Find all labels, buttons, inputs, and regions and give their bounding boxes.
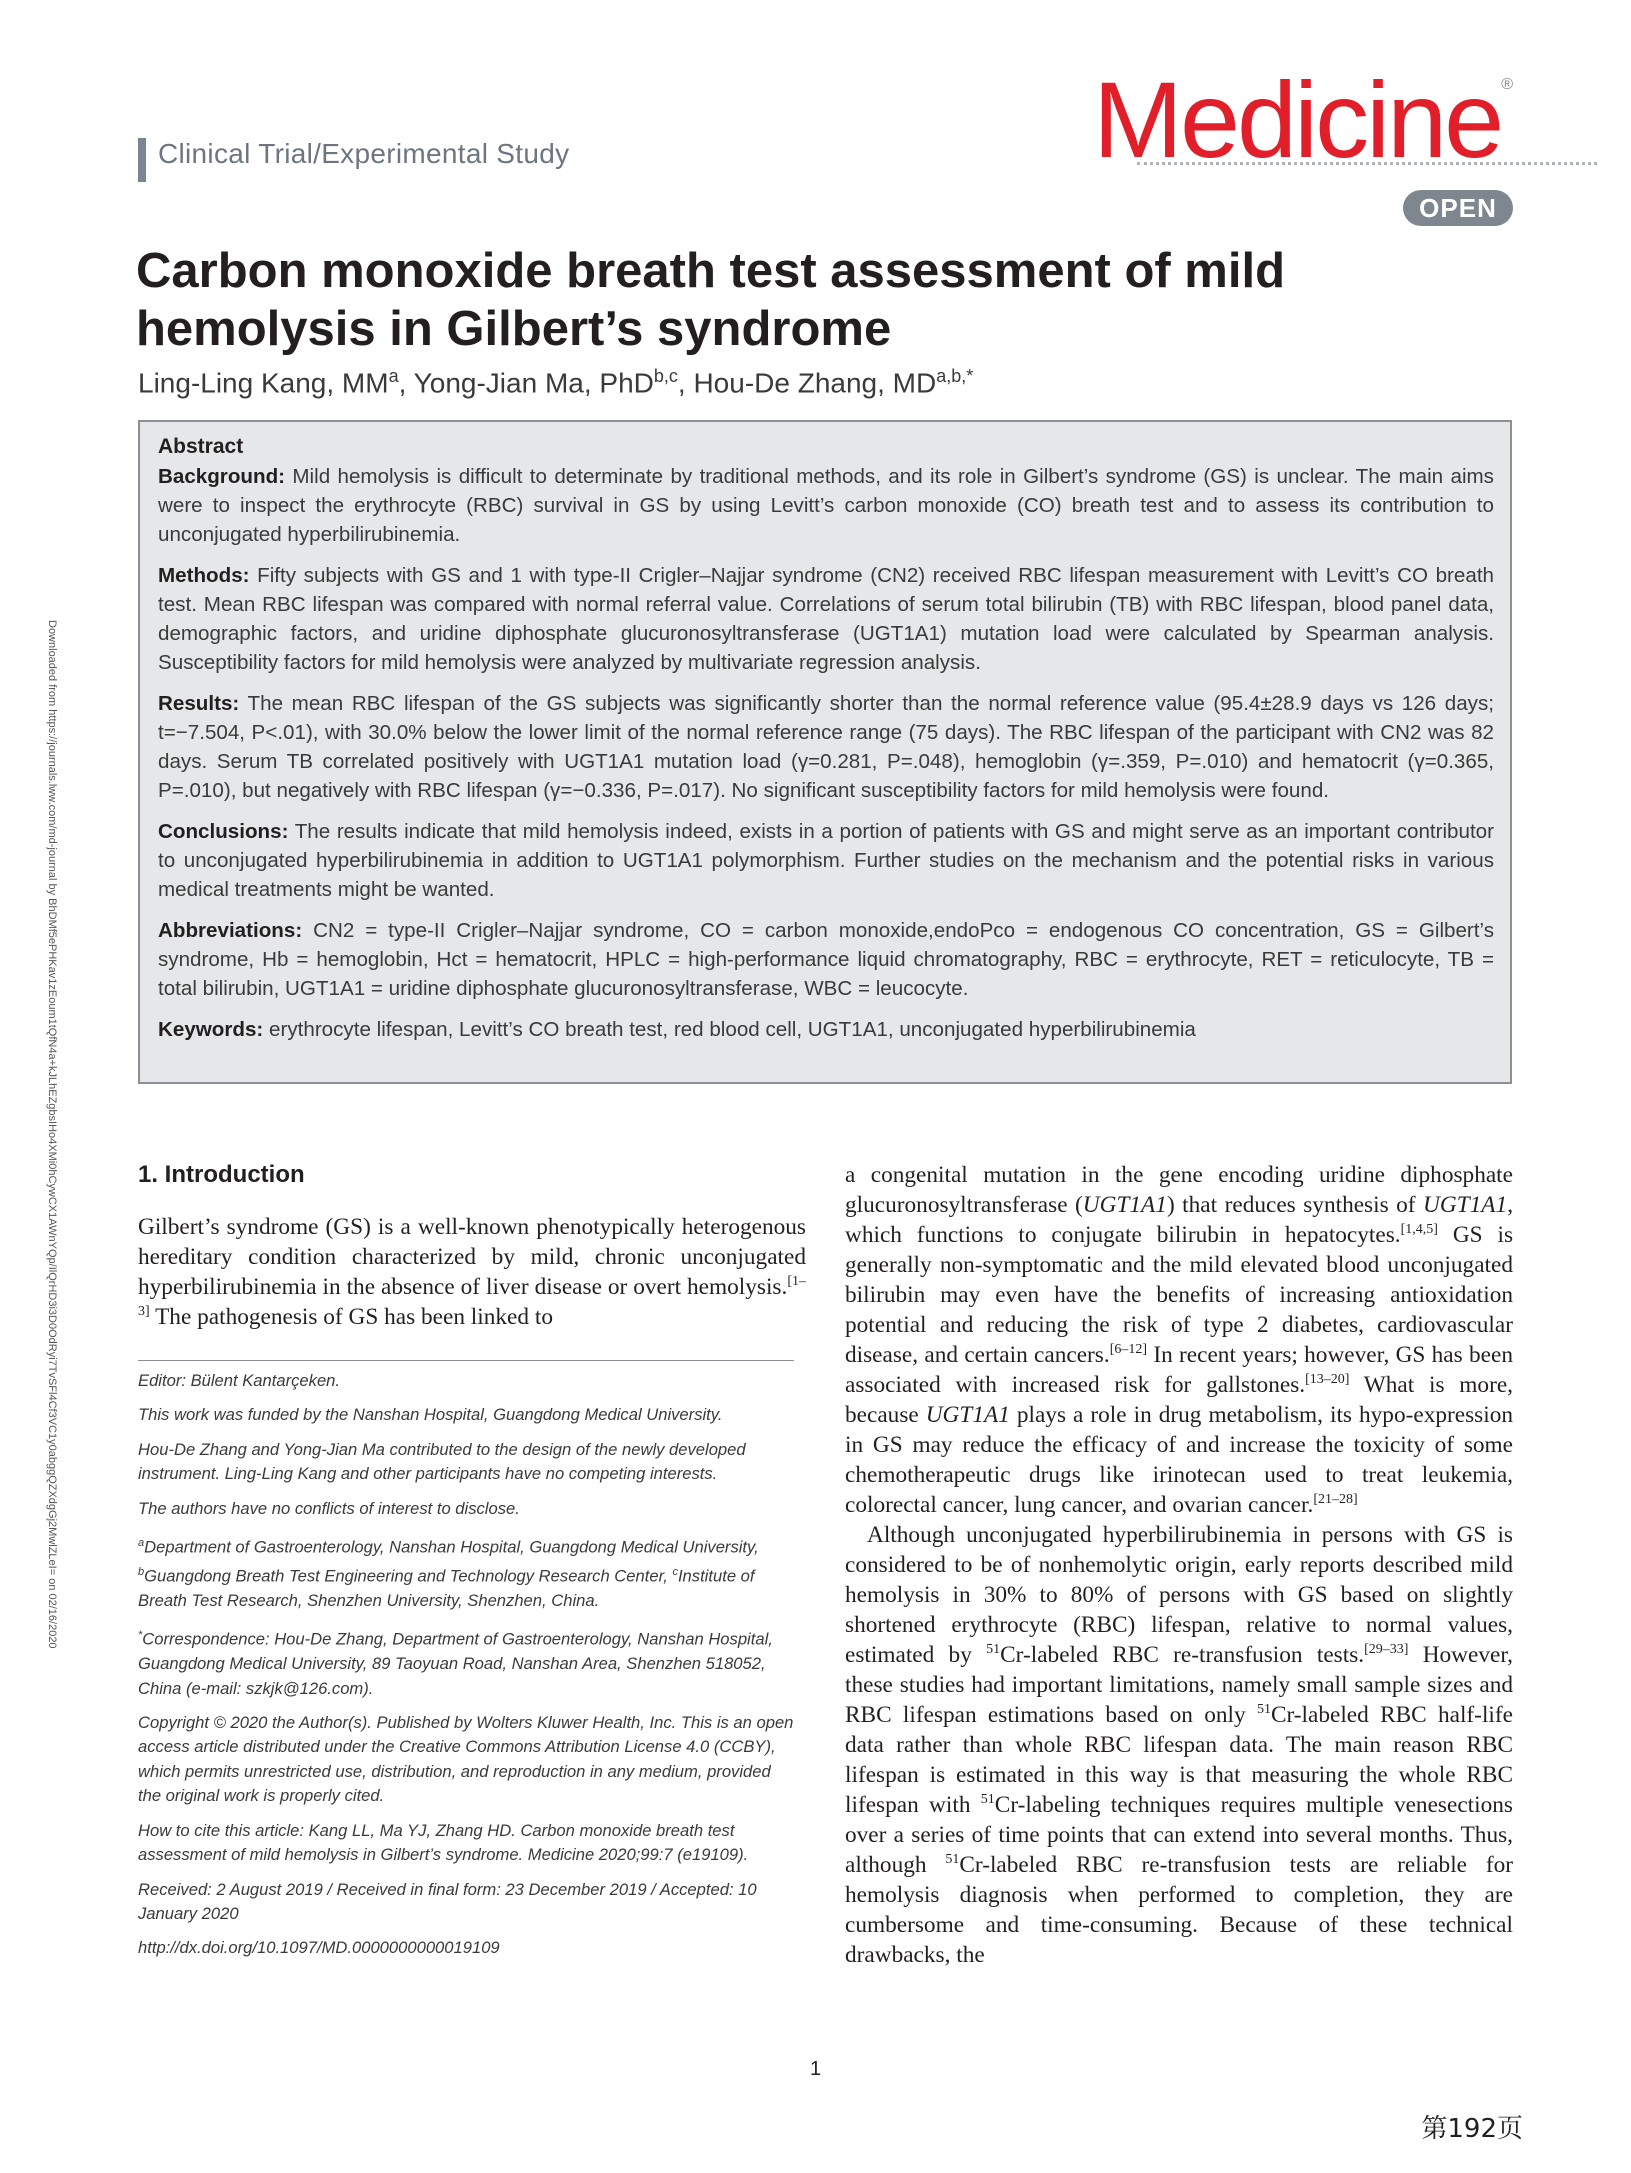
citation-note: How to cite this article: Kang LL, Ma YJ, Zhang HD. Carbon monoxide breath test assessment of mild hemolysis in Gilbert’s syndrome. Medicine 2020;99:7 (e19109). <box>138 1820 749 1865</box>
abstract-abbreviations <box>158 916 1494 1003</box>
download-notice-text: Downloaded from https://journals.lww.com/md-journal by BhDMf5ePHKav1zEoum1tQfN4a+kJLhEZgbsIHo4XMi0hCywCX1AWnYQp/IlQrHD3i3D0OdRyi7TvSFl4Cf3VC1y0abggQZXdgGj2MwlZLeI= on 02/16/2020 <box>46 620 58 1649</box>
correspondence-note: *Correspondence: Hou-De Zhang, Department of Gastroenterology, Nanshan Hospital, Guangdong Medical University, 89 Taoyuan Road, Nanshan Area, Shenzhen 518052, China (e-mail: szkjk@126.com). <box>138 1629 773 1698</box>
left-column <box>138 1160 806 1332</box>
abstract-heading: Abstract <box>158 435 244 458</box>
author-name: Yong-Jian Ma, PhD <box>413 367 654 399</box>
author-list: Ling-Ling Kang, $MM^a$, Yong-Jian Ma, PhD$^{b,c}$, Hou-De Zhang, $MD^{a,b,*}$ <box>138 366 974 399</box>
abstract-keywords <box>158 1015 1494 1044</box>
citation[interactable]: [1–3] <box>138 1274 806 1320</box>
intro-paragraph <box>138 1212 806 1332</box>
article-type-label: Clinical Trial/Experimental Study <box>158 138 570 169</box>
section-label: Abbreviations: <box>158 919 303 942</box>
conflict-note: The authors have no conflicts of interest to disclose. <box>138 1498 520 1518</box>
section-label: Methods: <box>158 564 250 587</box>
right-column <box>845 1160 1513 1970</box>
download-notice-strip <box>38 620 58 2060</box>
section-text: Mild hemolysis is difficult to determinate by traditional methods, and its role in Gilbert’s syndrome (GS) is unclear. The main aims were to inspect the erythrocyte (RBC) survival in GS by using Levitt’s carbon monoxide (CO) breath test and to assess its contribution to unconjugated hyperbilirubinemia. <box>158 465 1494 546</box>
author-affiliation-mark: b,c <box>653 366 678 386</box>
contribution-note: Hou-De Zhang and Yong-Jian Ma contributed to the design of the newly developed instrument. Ling-Ling Kang and other participants have no competing interests. <box>138 1439 746 1484</box>
abstract-methods <box>158 561 1494 677</box>
intro-paragraph-continued: a congenital mutation in the gene encoding uridine diphosphate glucuronosyltransferase (UGT1A1) that reduces synthesis of UGT1A1, which functions to conjugate bilirubin in hepatocytes.[1,4,5] GS is generally non-symptomatic and the mild elevated blood unconjugated bilirubin may even have the benefits of increasing antioxidation potential and reducing the risk of type 2 diabetes, cardiovascular disease, and certain cancers.[6–12] In recent years; however, GS has been associated with increased risk for gallstones.[13–20] What is more, because UGT1A1 plays a role in drug metabolism, its hypo-expression in GS may reduce the efficacy of and increase the toxicity of some chemotherapeutic drugs like irinotecan used to treat leukemia, colorectal cancer, lung cancer, and ovarian cancer.[21–28] <box>845 1162 1514 1518</box>
author-name: Hou-De Zhang, MD <box>693 367 937 399</box>
paragraph-text: The pathogenesis of GS has been linked to <box>149 1304 553 1330</box>
section-label: Background: <box>158 465 286 488</box>
dates-note: Received: 2 August 2019 / Received in final form: 23 December 2019 / Accepted: 10 January 2020 <box>138 1879 757 1923</box>
paragraph-text: Gilbert’s syndrome (GS) is a well-known phenotypically heterogenous hereditary condition characterized by mild, chronic unconjugated hyperbilirubinemia in the absence of liver disease or overt hemolysis. <box>138 1214 806 1300</box>
section-text: CN2 = type-II Crigler–Najjar syndrome, CO = carbon monoxide,endoPco = endogenous CO concentration, GS = Gilbert’s syndrome, Hb = hemoglobin, Hct = hematocrit, HPLC = high-performance liquid chromatography, RBC = erythrocyte, RET = reticulocyte, TB = total bilirubin, UGT1A1 = uridine diphosphate glucuronosyltransferase, WBC = leucocyte. <box>158 919 1495 1000</box>
author-name: Ling-Ling Kang, MM <box>138 367 389 399</box>
funding-note: This work was funded by the Nanshan Hospital, Guangdong Medical University. <box>138 1405 723 1425</box>
abstract-box <box>138 420 1512 1084</box>
author-affiliation-mark: a <box>388 366 399 386</box>
abstract-results <box>158 689 1494 805</box>
section-text: erythrocyte lifespan, Levitt’s CO breath test, red blood cell, UGT1A1, unconjugated hyperbilirubinemia <box>269 1018 1196 1041</box>
section-text: The mean RBC lifespan of the GS subjects was significantly shorter than the normal reference value (95.4±28.9 days vs 126 days; t=−7.504, P<.01), with 30.0% below the lower limit of the normal reference range (75 days). The RBC lifespan of the participant with CN2 was 82 days. Serum TB correlated positively with UGT1A1 mutation load (γ=0.281, P=.048), hemoglobin (γ=.359, P=.010) and hematocrit (γ=0.365, P=.010), but negatively with RBC lifespan (γ=−0.336, P=.017). No significant susceptibility factors for mild hemolysis were found. <box>158 692 1494 802</box>
section-text: The results indicate that mild hemolysis indeed, exists in a portion of patients with GS and might serve as an important contributor to unconjugated hyperbilirubinemia in addition to UGT1A1 polymorphism. Further studies on the mechanism and the potential risks in various medical treatments might be wanted. <box>158 820 1494 901</box>
section-label: Conclusions: <box>158 820 289 843</box>
open-access-badge: OPEN <box>1403 190 1513 226</box>
intro-paragraph-2: Although unconjugated hyperbilirubinemia in persons with GS is considered to be of nonhemolytic origin, early reports described mild hemolysis in 30% to 80% of persons with GS based on slightly shortened erythrocyte (RBC) lifespan, relative to normal values, estimated by $^{51}$Cr-labeled RBC re-transfusion tests.[29–33] However, these studies had important limitations, namely small sample sizes and RBC lifespan estimations based on only $^{51}$Cr-labeled RBC half-life data rather than whole RBC lifespan data. The main reason RBC lifespan is estimated in this way is that measuring the whole RBC lifespan with $^{51}$Cr-labeling techniques requires multiple venesections over a series of time points that can extend into several months. Thus, although $^{51}$Cr-labeled RBC re-transfusion tests are reliable for hemolysis diagnosis when performed to completion, they are cumbersome and time-consuming. Because of these technical drawbacks, the <box>845 1522 1513 1968</box>
logo-dotted-rule <box>1137 162 1597 165</box>
section-heading: 1. Introduction <box>138 1161 305 1188</box>
article-footnotes <box>138 1360 794 1971</box>
section-label: Results: <box>158 692 240 715</box>
editor-note: Editor: Bülent Kantarçeken. <box>138 1371 341 1390</box>
journal-logo <box>1092 59 1513 180</box>
section-label: Keywords: <box>158 1018 264 1041</box>
doi-link[interactable]: http://dx.doi.org/10.1097/MD.0000000000019109 <box>138 1938 500 1958</box>
page-number: 1 <box>809 2058 822 2080</box>
registered-mark: ® <box>1501 76 1513 93</box>
section-text: Fifty subjects with GS and 1 with type-II Crigler–Najjar syndrome (CN2) received RBC lifespan measurement with Levitt’s CO breath test. Mean RBC lifespan was compared with normal referral value. Correlations of serum total bilirubin (TB) with RBC lifespan, blood panel data, demographic factors, and uridine diphosphate glucuronosyltransferase (UGT1A1) mutation load were calculated by Spearman analysis. Susceptibility factors for mild hemolysis were analyzed by multivariate regression analysis. <box>158 564 1494 674</box>
journal-logo-text: Medicine <box>1092 59 1502 180</box>
page-stamp: 第192页 <box>1421 2114 1523 2144</box>
abstract-background <box>158 462 1494 549</box>
abstract-conclusions <box>158 817 1494 904</box>
section-accent-bar <box>138 138 146 182</box>
article-title: Carbon monoxide breath test assessment of mild hemolysis in Gilbert’s syndrome <box>136 244 1286 356</box>
copyright-note: Copyright © 2020 the Author(s). Published by Wolters Kluwer Health, Inc. This is an open access article distributed under the Creative Commons Attribution License 4.0 (CCBY), which permits unrestricted use, distribution, and reproduction in any medium, provided the original work is properly cited. <box>138 1713 794 1806</box>
affiliations-note: $^a$Department of Gastroenterology, Nanshan Hospital, Guangdong Medical University, $^b$Guangdong Breath Test Engineering and Technology Research Center, $^c$Institute of Breath Test Research, Shenzhen University, Shenzhen, China. <box>138 1537 759 1610</box>
author-affiliation-mark: a,b,* <box>936 366 974 386</box>
